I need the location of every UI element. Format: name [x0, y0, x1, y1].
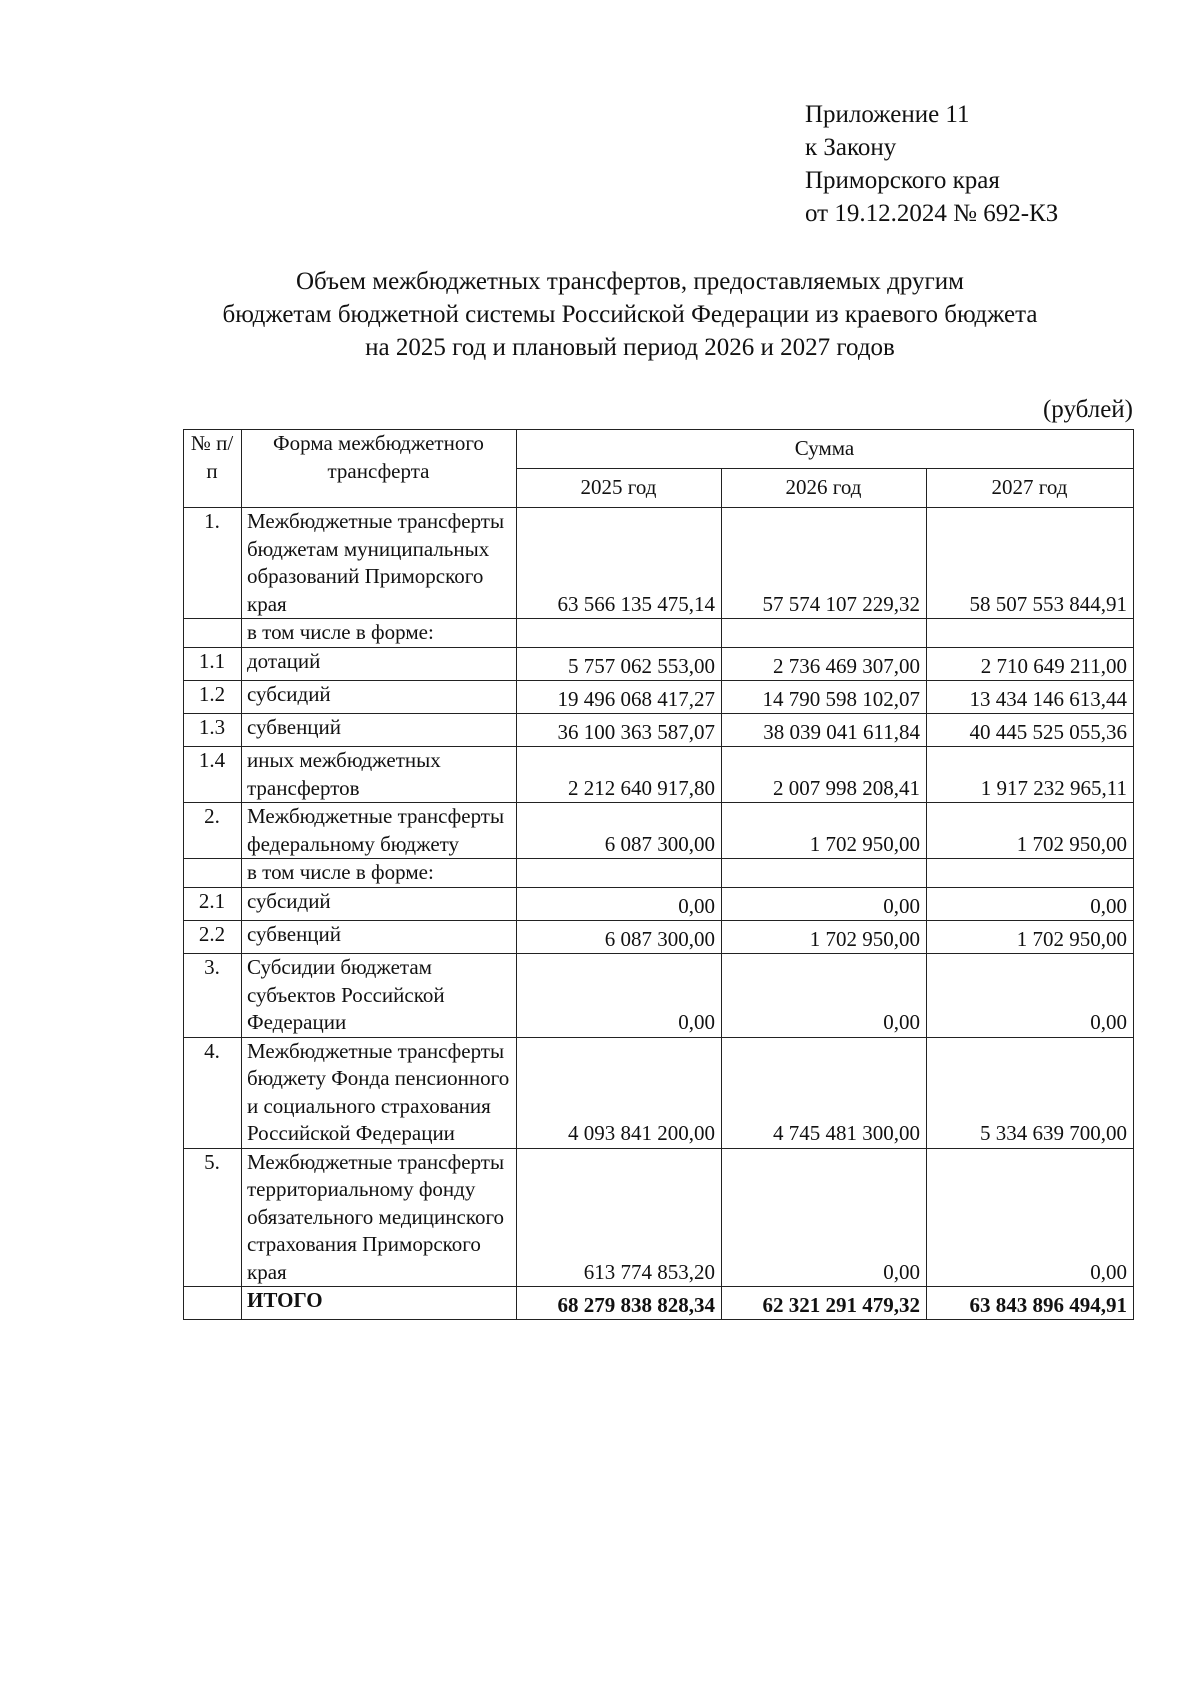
appendix-reference [805, 98, 1058, 230]
document-title-line: Объем межбюджетных трансфертов, предоставляемых другим [296, 268, 964, 295]
row-value-2026: 38 039 041 611,84 [722, 714, 927, 747]
document-title-line: на 2025 год и плановый период 2026 и 2027 годов [365, 334, 895, 361]
row-number [184, 859, 242, 888]
table-row [184, 747, 1134, 803]
table-row [184, 714, 1134, 747]
row-name: субвенций [242, 714, 517, 747]
row-name: субсидий [242, 681, 517, 714]
row-name: субсидий [242, 888, 517, 921]
table-header-row [184, 430, 1134, 469]
row-value-2026: 4 745 481 300,00 [722, 1037, 927, 1148]
appendix-law: к Закону [805, 134, 897, 161]
row-value-2025: 36 100 363 587,07 [517, 714, 722, 747]
row-name: в том числе в форме: [242, 619, 517, 648]
row-number: 1.1 [184, 648, 242, 681]
table-row [184, 888, 1134, 921]
row-name: иных межбюджетных трансфертов [242, 747, 517, 803]
row-name: дотаций [242, 648, 517, 681]
appendix-region: Приморского края [805, 167, 1000, 194]
row-value-2025: 0,00 [517, 954, 722, 1038]
row-name: Межбюджетные трансферты территориальному фонду обязательного медицинского страхования Приморского края [242, 1148, 517, 1287]
row-value-2027: 2 710 649 211,00 [927, 648, 1134, 681]
row-name: Субсидии бюджетам субъектов Российской Федерации [242, 954, 517, 1038]
units-label: (рублей) [1042, 396, 1133, 423]
header-sum: Сумма [517, 430, 1134, 469]
document-title-line: бюджетам бюджетной системы Российской Федерации из краевого бюджета [222, 301, 1038, 328]
total-number [184, 1287, 242, 1320]
header-transfer-form: Форма межбюджетного трансферта [242, 430, 517, 508]
row-name: Межбюджетные трансферты бюджетам муниципальных образований Приморского края [242, 508, 517, 619]
row-number [184, 619, 242, 648]
row-value-2025 [517, 619, 722, 648]
row-value-2026: 0,00 [722, 888, 927, 921]
row-value-2027: 0,00 [927, 888, 1134, 921]
appendix-number: Приложение 11 [805, 101, 970, 128]
row-value-2026: 2 007 998 208,41 [722, 747, 927, 803]
row-value-2027: 1 702 950,00 [927, 803, 1134, 859]
row-value-2027: 1 917 232 965,11 [927, 747, 1134, 803]
transfers-table [183, 429, 1134, 1320]
table-row [184, 681, 1134, 714]
table-row [184, 803, 1134, 859]
row-number: 2.1 [184, 888, 242, 921]
row-number: 1.2 [184, 681, 242, 714]
document-title [160, 265, 1100, 364]
row-number: 2.2 [184, 921, 242, 954]
row-number: 3. [184, 954, 242, 1038]
table-row [184, 954, 1134, 1038]
row-value-2026: 0,00 [722, 954, 927, 1038]
header-year-2025: 2025 год [517, 469, 722, 508]
row-number: 1. [184, 508, 242, 619]
row-value-2025: 0,00 [517, 888, 722, 921]
table-row [184, 648, 1134, 681]
table-row [184, 921, 1134, 954]
row-value-2027: 40 445 525 055,36 [927, 714, 1134, 747]
appendix-date-number: от 19.12.2024 № 692-КЗ [805, 200, 1059, 227]
row-value-2025: 63 566 135 475,14 [517, 508, 722, 619]
total-label: ИТОГО [242, 1287, 517, 1320]
row-value-2025: 5 757 062 553,00 [517, 648, 722, 681]
row-value-2025: 4 093 841 200,00 [517, 1037, 722, 1148]
row-name: в том числе в форме: [242, 859, 517, 888]
row-number: 5. [184, 1148, 242, 1287]
table-row [184, 1037, 1134, 1148]
row-name: Межбюджетные трансферты бюджету Фонда пенсионного и социального страхования Российской Федерации [242, 1037, 517, 1148]
row-value-2026 [722, 859, 927, 888]
total-value-2027: 63 843 896 494,91 [927, 1287, 1134, 1320]
header-year-2027: 2027 год [927, 469, 1134, 508]
total-value-2025: 68 279 838 828,34 [517, 1287, 722, 1320]
table-row [184, 1148, 1134, 1287]
row-value-2027 [927, 619, 1134, 648]
row-value-2026: 1 702 950,00 [722, 921, 927, 954]
row-value-2025: 6 087 300,00 [517, 921, 722, 954]
row-name: субвенций [242, 921, 517, 954]
row-value-2027: 0,00 [927, 954, 1134, 1038]
row-number: 1.3 [184, 714, 242, 747]
row-value-2027: 1 702 950,00 [927, 921, 1134, 954]
row-value-2025: 2 212 640 917,80 [517, 747, 722, 803]
table-row [184, 619, 1134, 648]
row-value-2026 [722, 619, 927, 648]
row-value-2026: 0,00 [722, 1148, 927, 1287]
row-value-2025 [517, 859, 722, 888]
row-value-2025: 6 087 300,00 [517, 803, 722, 859]
row-number: 2. [184, 803, 242, 859]
header-year-2026: 2026 год [722, 469, 927, 508]
table-row [184, 859, 1134, 888]
table-total-row [184, 1287, 1134, 1320]
row-value-2027: 13 434 146 613,44 [927, 681, 1134, 714]
row-value-2026: 14 790 598 102,07 [722, 681, 927, 714]
row-value-2026: 2 736 469 307,00 [722, 648, 927, 681]
row-value-2025: 613 774 853,20 [517, 1148, 722, 1287]
row-number: 1.4 [184, 747, 242, 803]
row-value-2025: 19 496 068 417,27 [517, 681, 722, 714]
row-name: Межбюджетные трансферты федеральному бюджету [242, 803, 517, 859]
row-value-2027 [927, 859, 1134, 888]
row-value-2027: 58 507 553 844,91 [927, 508, 1134, 619]
total-value-2026: 62 321 291 479,32 [722, 1287, 927, 1320]
row-value-2027: 0,00 [927, 1148, 1134, 1287]
table-row [184, 508, 1134, 619]
header-number: № п/п [184, 430, 242, 508]
row-value-2026: 57 574 107 229,32 [722, 508, 927, 619]
row-value-2027: 5 334 639 700,00 [927, 1037, 1134, 1148]
row-number: 4. [184, 1037, 242, 1148]
row-value-2026: 1 702 950,00 [722, 803, 927, 859]
